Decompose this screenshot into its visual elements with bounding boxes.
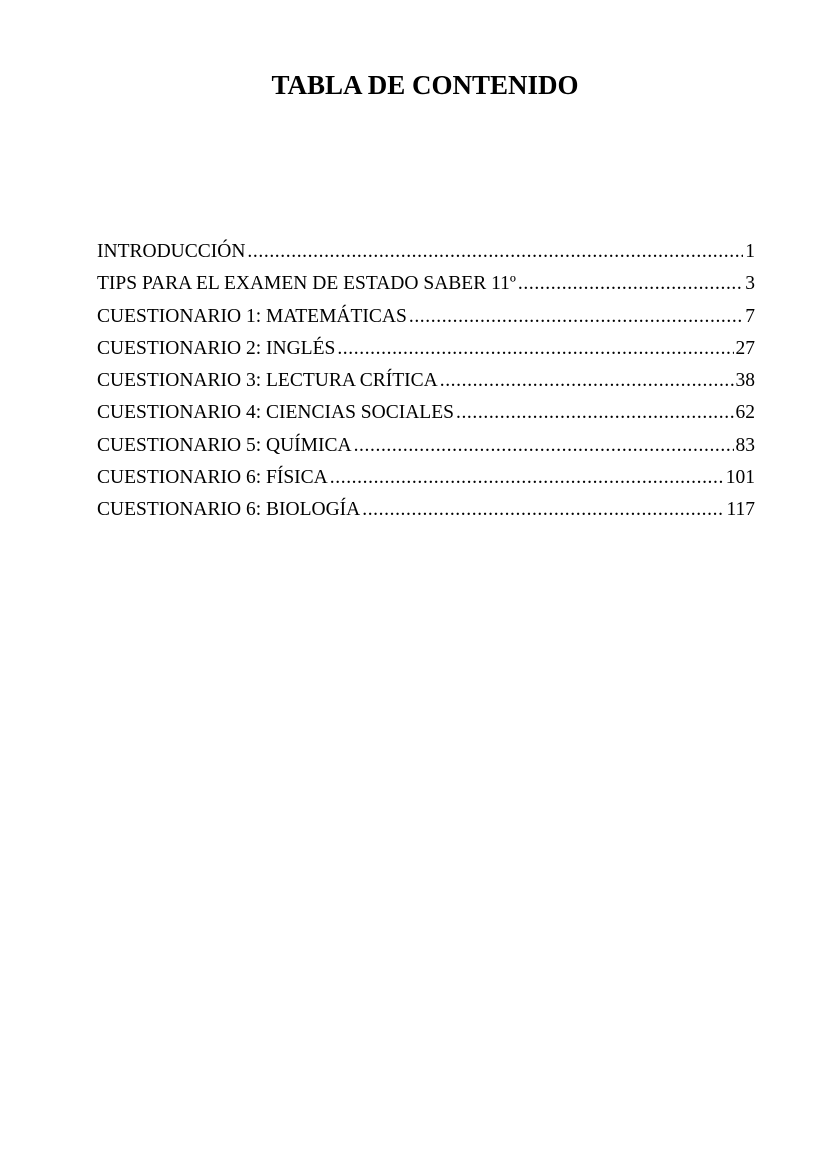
toc-dot-leader [518, 268, 743, 300]
toc-entry-label: CUESTIONARIO 6: BIOLOGÍA [97, 499, 361, 521]
toc-entry-label: CUESTIONARIO 2: INGLÉS [97, 337, 336, 359]
toc-entry-label: CUESTIONARIO 4: CIENCIAS SOCIALES [97, 402, 454, 424]
toc-title: TABLA DE CONTENIDO [271, 70, 579, 100]
toc-entry[interactable] [97, 268, 755, 300]
toc-entry-label: TIPS PARA EL EXAMEN DE ESTADO SABER 11º [97, 273, 516, 295]
toc-entry-label: INTRODUCCIÓN [97, 241, 246, 262]
toc-entry-label: CUESTIONARIO 6: FÍSICA [97, 467, 328, 489]
toc-entry-page-number: 27 [735, 337, 755, 359]
toc-entry[interactable] [97, 236, 755, 268]
toc-entry[interactable] [97, 397, 755, 429]
toc-dot-leader [456, 397, 734, 429]
toc-dot-leader [354, 430, 734, 462]
toc-entry-page-number: 117 [726, 499, 755, 521]
toc-dot-leader [247, 236, 743, 268]
toc-dot-leader [330, 462, 724, 494]
toc-entry-label: CUESTIONARIO 3: LECTURA CRÍTICA [97, 370, 438, 392]
toc-entry-label: CUESTIONARIO 5: QUÍMICA [97, 434, 352, 456]
toc-entry-label: CUESTIONARIO 1: MATEMÁTICAS [97, 305, 407, 327]
toc-entry-page-number: 62 [735, 402, 755, 424]
toc-dot-leader [440, 365, 734, 397]
toc-entry-page-number: 101 [725, 467, 755, 489]
toc-list [97, 236, 755, 527]
toc-dot-leader [362, 494, 724, 526]
toc-entry-page-number: 1 [745, 241, 755, 262]
toc-entry[interactable] [97, 365, 755, 397]
toc-entry[interactable] [97, 301, 755, 333]
toc-entry[interactable] [97, 462, 755, 494]
toc-dot-leader [337, 333, 733, 365]
toc-entry-page-number: 83 [735, 434, 755, 456]
toc-entry-page-number: 7 [745, 305, 755, 327]
toc-entry-page-number: 3 [745, 273, 755, 295]
toc-entry[interactable] [97, 430, 755, 462]
toc-dot-leader [409, 301, 743, 333]
toc-entry[interactable] [97, 494, 755, 526]
toc-entry-page-number: 38 [735, 370, 755, 392]
toc-entry[interactable] [97, 333, 755, 365]
